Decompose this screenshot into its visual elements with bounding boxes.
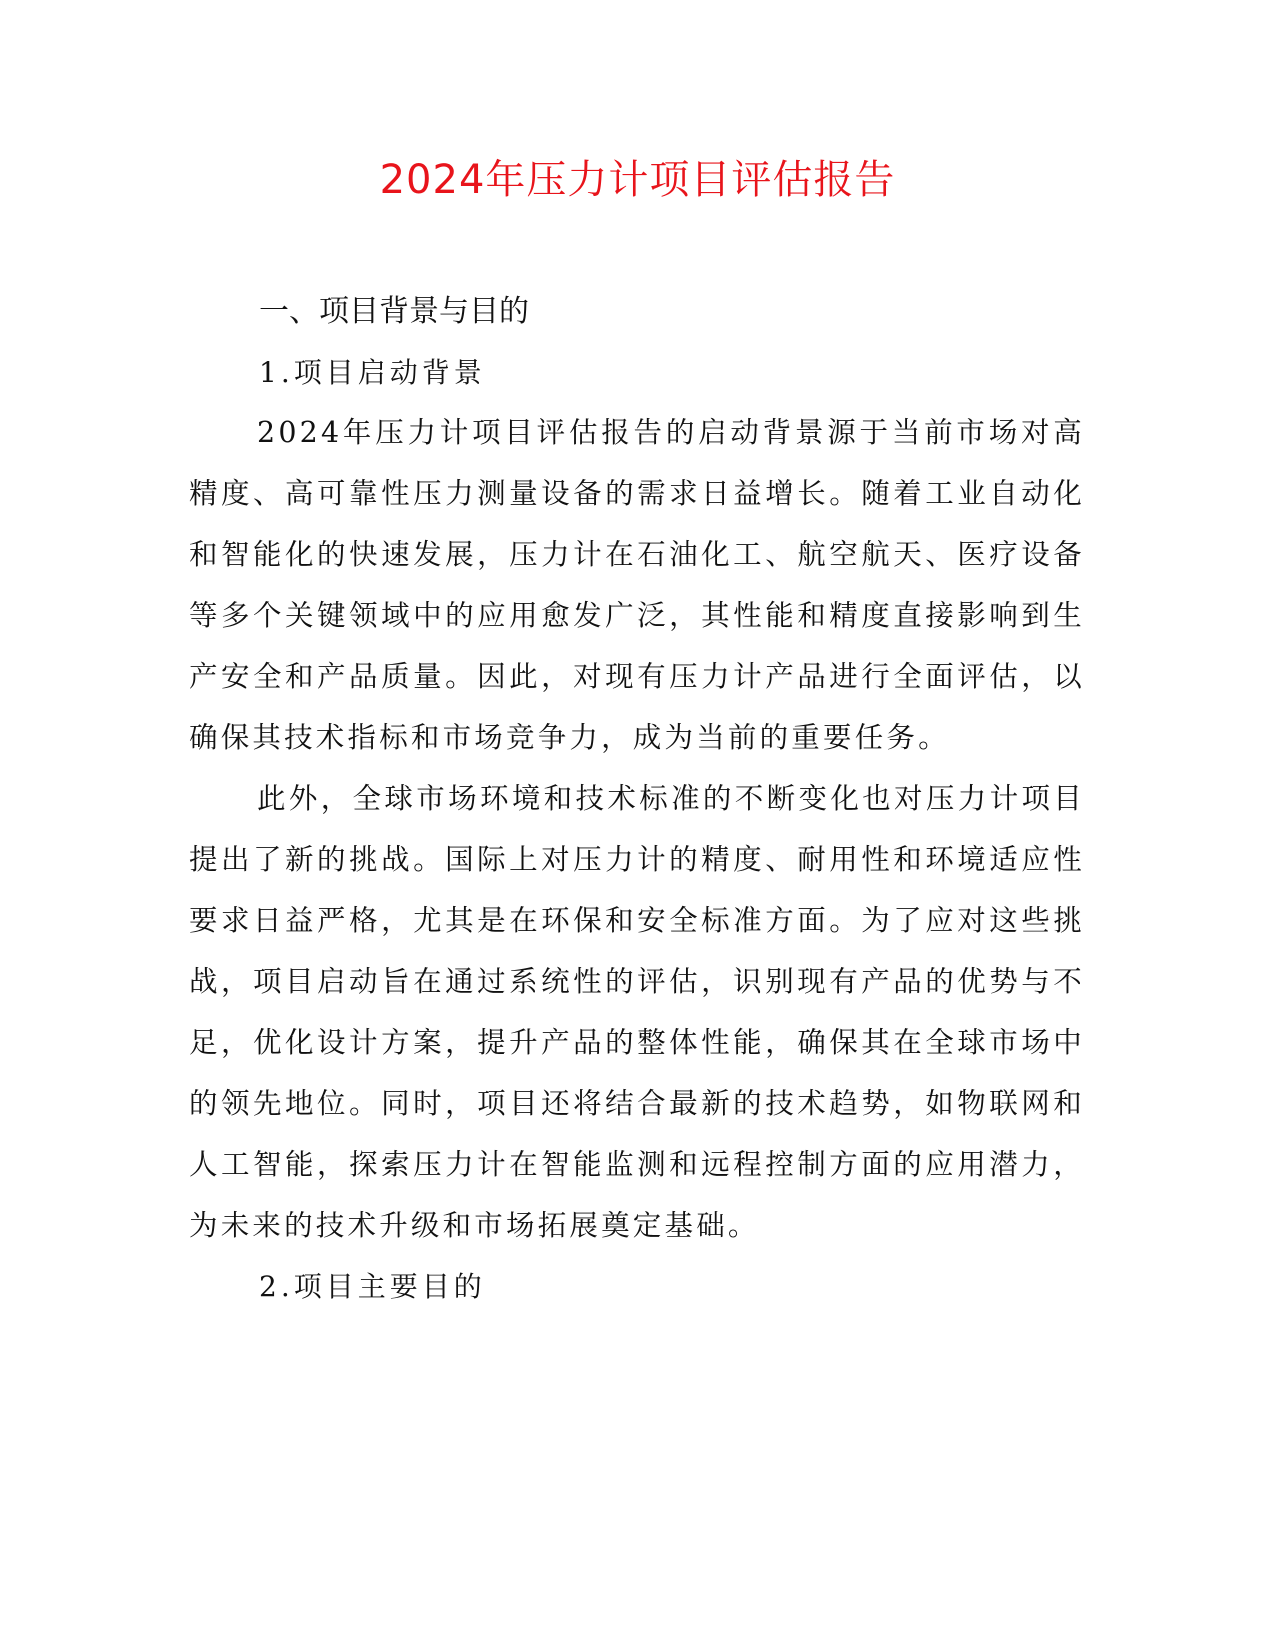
paragraph-1: 2024年压力计项目评估报告的启动背景源于当前市场对高精度、高可靠性压力测量设备的需求日益增长。随着工业自动化和智能化的快速发展，压力计在石油化工、航空航天、医疗设备等多个关键领域中的应用愈发广泛，其性能和精度直接影响到生产安全和产品质量。因此，对现有压力计产品进行全面评估，以确保其技术指标和市场竞争力，成为当前的重要任务。	[189, 416, 1085, 754]
subsection-heading-1: 1.项目启动背景	[259, 356, 486, 389]
section-heading: 一、项目背景与目的	[259, 294, 529, 329]
document-title: 2024年压力计项目评估报告	[379, 157, 896, 203]
document-body	[189, 286, 1085, 1316]
paragraph-2: 此外，全球市场环境和技术标准的不断变化也对压力计项目提出了新的挑战。国际上对压力计的精度、耐用性和环境适应性要求日益严格，尤其是在环保和安全标准方面。为了应对这些挑战，项目启动旨在通过系统性的评估，识别现有产品的优势与不足，优化设计方案，提升产品的整体性能，确保其在全球市场中的领先地位。同时，项目还将结合最新的技术趋势，如物联网和人工智能，探索压力计在智能监测和远程控制方面的应用潜力，为未来的技术升级和市场拓展奠定基础。	[189, 782, 1085, 1242]
subsection-heading-2: 2.项目主要目的	[259, 1270, 486, 1303]
